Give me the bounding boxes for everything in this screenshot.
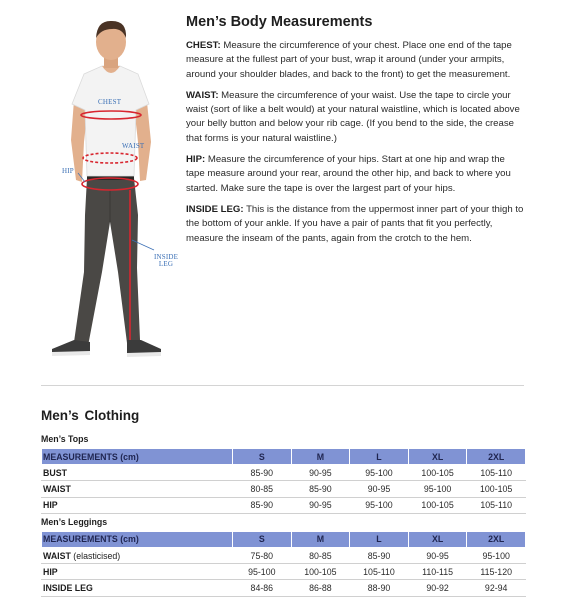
table-cell: 85-90	[233, 497, 292, 513]
row-label: BUST	[42, 465, 233, 481]
header-cell: XL	[408, 449, 467, 465]
table-cell: 100-105	[408, 497, 467, 513]
man-illustration	[30, 10, 180, 365]
table-cell: 75-80	[233, 547, 292, 563]
table-row	[42, 564, 526, 580]
waist-label: WAIST	[122, 142, 145, 150]
table-cell: 105-110	[467, 497, 526, 513]
table-cell: 86-88	[291, 580, 350, 596]
leggings-size-table	[41, 531, 526, 597]
row-label: INSIDE LEG	[42, 580, 233, 596]
table-cell: 95-100	[350, 465, 409, 481]
hip-label: HIP	[62, 167, 74, 175]
header-cell: 2XL	[467, 449, 526, 465]
header-cell: L	[350, 449, 409, 465]
waist-instruction: WAIST: Measure the circumference of your waist. Use the tape to circle your waist (sort of like a belt would) at your natural waistline, which is located above your belly button and below your rib cage. (If you bend to the side, the crease that forms is your natural waistline.)	[186, 89, 520, 144]
table-cell: 100-105	[291, 564, 350, 580]
header-cell: S	[233, 531, 292, 547]
row-label: WAIST (elasticised)	[42, 547, 233, 563]
table-cell: 100-105	[408, 465, 467, 481]
table-cell: 90-95	[291, 497, 350, 513]
table-cell: 95-100	[233, 564, 292, 580]
leggings-title: Men’s Leggings	[41, 516, 108, 527]
header-cell: M	[291, 531, 350, 547]
table-cell: 95-100	[408, 481, 467, 497]
table-cell: 90-95	[291, 465, 350, 481]
chest-instruction: CHEST: Measure the circumference of your chest. Place one end of the tape measure at the fullest part of your bust, wrap it around (under your armpits, around your shoulder blades, and back to the front) to get the measurement.	[186, 40, 512, 80]
table-cell: 84-86	[233, 580, 292, 596]
row-label: HIP	[42, 497, 233, 513]
tops-title: Men’s Tops	[41, 434, 89, 444]
measurement-instructions	[186, 14, 526, 253]
table-cell: 88-90	[350, 580, 409, 596]
table-cell: 100-105	[467, 481, 526, 497]
page-title: Men’s Body Measurements	[186, 14, 373, 30]
table-row	[42, 547, 526, 563]
table-row	[42, 580, 526, 596]
table-row	[42, 481, 526, 497]
header-cell: MEASUREMENTS (cm)	[42, 531, 233, 547]
row-label: HIP	[42, 564, 233, 580]
table-cell: 105-110	[467, 465, 526, 481]
row-label: WAIST	[42, 481, 233, 497]
header-cell: XL	[408, 531, 467, 547]
header-cell: M	[291, 449, 350, 465]
table-cell: 85-90	[291, 481, 350, 497]
table-cell: 90-95	[408, 547, 467, 563]
table-cell: 105-110	[350, 564, 409, 580]
header-cell: S	[233, 449, 292, 465]
table-cell: 110-115	[408, 564, 467, 580]
chest-label: CHEST	[98, 98, 122, 106]
inside-leg-label: INSIDE LEG	[154, 253, 179, 268]
table-cell: 80-85	[233, 481, 292, 497]
table-cell: 85-90	[233, 465, 292, 481]
table-row	[42, 465, 526, 481]
section-divider	[41, 385, 524, 386]
table-cell: 92-94	[467, 580, 526, 596]
tops-size-table	[41, 448, 526, 514]
table-cell: 115-120	[467, 564, 526, 580]
inside-leg-instruction: INSIDE LEG: This is the distance from the uppermost inner part of your thigh to the bottom of your ankle. If you have a pair of pants that fit you perfectly, measure the inseam of the pants, again from the crotch to the hem.	[186, 203, 524, 244]
table-cell: 85-90	[350, 547, 409, 563]
body-measurement-figure	[30, 10, 180, 365]
table-cell: 90-95	[350, 481, 409, 497]
table-header-row	[42, 531, 526, 547]
table-cell: 95-100	[467, 547, 526, 563]
clothing-size-section	[41, 408, 525, 599]
hip-instruction: HIP: Measure the circumference of your hips. Start at one hip and wrap the tape measure around your rear, around the other hip, and back to where you started. Make sure the tape is over the largest part of your hips.	[186, 154, 511, 194]
header-cell: L	[350, 531, 409, 547]
table-cell: 95-100	[350, 497, 409, 513]
header-cell: 2XL	[467, 531, 526, 547]
table-cell: 80-85	[291, 547, 350, 563]
table-cell: 90-92	[408, 580, 467, 596]
table-row	[42, 497, 526, 513]
table-header-row	[42, 449, 526, 465]
clothing-title: Men’s Clothing	[41, 408, 140, 423]
header-cell: MEASUREMENTS (cm)	[42, 449, 233, 465]
